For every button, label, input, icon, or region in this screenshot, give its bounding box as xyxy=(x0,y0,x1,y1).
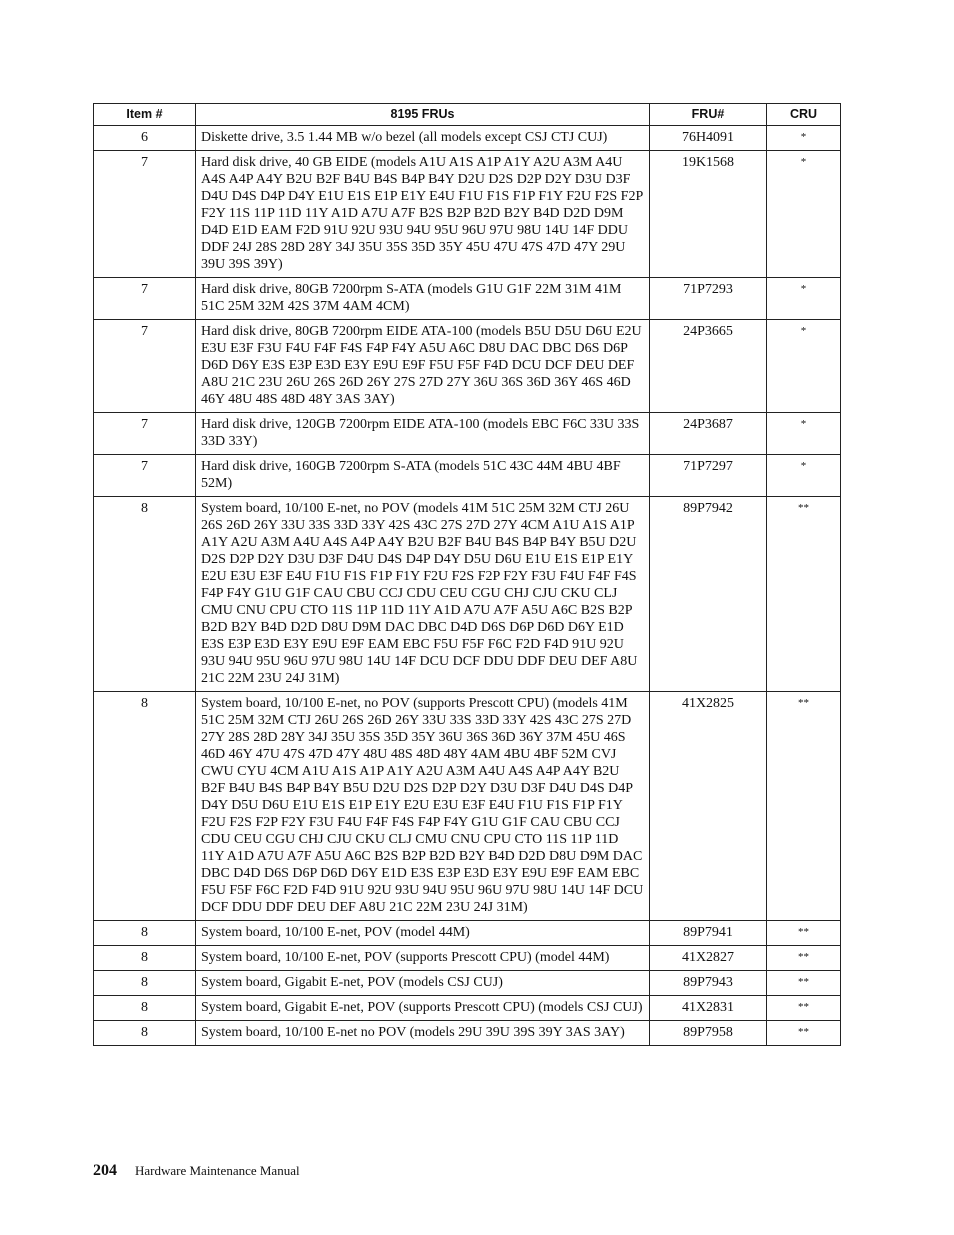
fru-number-cell: 76H4091 xyxy=(650,126,767,151)
fru-number-cell: 19K1568 xyxy=(650,151,767,278)
description-cell: System board, Gigabit E-net, POV (models CSJ CUJ) xyxy=(196,971,650,996)
table-row xyxy=(94,946,841,971)
cru-cell: ** xyxy=(767,996,841,1021)
fru-number-cell: 41X2825 xyxy=(650,692,767,921)
fru-number-cell: 89P7943 xyxy=(650,971,767,996)
description-cell: System board, 10/100 E-net, POV (model 44M) xyxy=(196,921,650,946)
item-number-cell: 8 xyxy=(94,996,196,1021)
item-number-cell: 7 xyxy=(94,278,196,320)
description-cell: System board, 10/100 E-net no POV (models 29U 39U 39S 39Y 3AS 3AY) xyxy=(196,1021,650,1046)
item-number-cell: 7 xyxy=(94,455,196,497)
fru-number-cell: 24P3687 xyxy=(650,413,767,455)
fru-number-cell: 24P3665 xyxy=(650,320,767,413)
item-number-cell: 6 xyxy=(94,126,196,151)
item-number-cell: 7 xyxy=(94,151,196,278)
cru-cell: ** xyxy=(767,946,841,971)
table-row xyxy=(94,1021,841,1046)
description-cell: System board, 10/100 E-net, no POV (models 41M 51C 25M 32M CTJ 26U 26S 26D 26Y 33U 33S 33D 33Y 42S 43C 27S 27D 27Y 4CM A1U A1S A1P A1Y A2U A3M A4U A4S A4P A4Y B2U B2F B4U B4S B4P B4Y B5U D2U D2S D2P D2Y D3U D3F D4U D4S D4P D4Y D5U D6U E1U E1S E1P E1Y E2U E3U E3F E4U F1U F1S F1P F1Y F2U F2S F2P F2Y F3U F4U F4F F4S F4P F4Y G1U G1F CAU CBU CCJ CDU CEU CGU CHJ CJU CKU CLJ CMU CNU CPU CTO 11S 11P 11D 11Y A1D A7U A7F A5U A6C B2S B2P B2D B2Y B4D D2D D8U D9M DAC DBC D4D D6S D6P D6D D6Y E1D E3S E3P E3D E3Y E9U E9F EAM EBC F5U F5F F6C F2D F4D 91U 92U 93U 94U 95U 96U 97U 98U 14U 14F DCU DCF DDU DDF DEU DEF A8U 21C 22M 23U 24J 31M) xyxy=(196,497,650,692)
description-cell: System board, 10/100 E-net, POV (supports Prescott CPU) (model 44M) xyxy=(196,946,650,971)
cru-cell: ** xyxy=(767,921,841,946)
description-cell: Hard disk drive, 120GB 7200rpm EIDE ATA-100 (models EBC F6C 33U 33S 33D 33Y) xyxy=(196,413,650,455)
cru-cell: ** xyxy=(767,692,841,921)
table-row xyxy=(94,413,841,455)
description-cell: Hard disk drive, 40 GB EIDE (models A1U A1S A1P A1Y A2U A3M A4U A4S A4P A4Y B2U B2F B4U B4S B4P B4Y D2U D2S D2P D2Y D3U D3F D4U D4S D4P D4Y E1U E1S E1P E1Y E4U F1U F1S F1P F1Y F2U F2S F2P F2Y 11S 11P 11D 11Y A1D A7U A7F B2S B2P B2D B2Y B4D D2D D9M D4D E1D EAM F2D 91U 92U 93U 94U 95U 96U 97U 98U 14U 14F DDU DDF 24J 28S 28D 28Y 34J 35U 35S 35D 35Y 45U 47U 47S 47D 47Y 29U 39U 39S 39Y) xyxy=(196,151,650,278)
header-cru: CRU xyxy=(767,104,841,126)
table-row xyxy=(94,126,841,151)
item-number-cell: 8 xyxy=(94,497,196,692)
header-item-number: Item # xyxy=(94,104,196,126)
fru-number-cell: 41X2831 xyxy=(650,996,767,1021)
cru-cell: * xyxy=(767,455,841,497)
table-row xyxy=(94,320,841,413)
table-row xyxy=(94,497,841,692)
table-row xyxy=(94,151,841,278)
cru-cell: * xyxy=(767,320,841,413)
page-footer xyxy=(93,1162,300,1180)
item-number-cell: 7 xyxy=(94,413,196,455)
page-number: 204 xyxy=(93,1162,117,1179)
fru-number-cell: 71P7293 xyxy=(650,278,767,320)
item-number-cell: 8 xyxy=(94,921,196,946)
description-cell: Hard disk drive, 80GB 7200rpm S-ATA (models G1U G1F 22M 31M 41M 51C 25M 32M 42S 37M 4AM 4CM) xyxy=(196,278,650,320)
fru-number-cell: 89P7942 xyxy=(650,497,767,692)
item-number-cell: 8 xyxy=(94,692,196,921)
description-cell: System board, Gigabit E-net, POV (supports Prescott CPU) (models CSJ CUJ) xyxy=(196,996,650,1021)
description-cell: System board, 10/100 E-net, no POV (supports Prescott CPU) (models 41M 51C 25M 32M CTJ 26U 26S 26D 26Y 33U 33S 33D 33Y 42S 43C 27S 27D 27Y 28S 28D 28Y 34J 35U 35S 35D 35Y 36U 36S 36D 36Y 37M 45U 46S 46D 46Y 47U 47S 47D 47Y 48U 48S 48D 48Y 4AM 4BU 4BF 52M CVJ CWU CYU 4CM A1U A1S A1P A1Y A2U A3M A4U A4S A4P A4Y B2U B2F B4U B4S B4P B4Y B5U D2U D2S D2P D2Y D3U D3F D4U D4S D4P D4Y D5U D6U E1U E1S E1P E1Y E2U E3U E3F E4U F1U F1S F1P F1Y F2U F2S F2P F2Y F3U F4U F4F F4S F4P F4Y G1U G1F CAU CBU CCJ CDU CEU CGU CHJ CJU CKU CLJ CMU CNU CPU CTO 11S 11P 11D 11Y A1D A7U A7F A5U A6C B2S B2P B2D B2Y B4D D2D D8U D9M DAC DBC D4D D6S D6P D6D D6Y E1D E3S E3P E3D E3Y E9U E9F EAM EBC F5U F5F F6C F2D F4D 91U 92U 93U 94U 95U 96U 97U 98U 14U 14F DCU DCF DDU DDF DEU DEF A8U 21C 22M 23U 24J 31M) xyxy=(196,692,650,921)
table-header-row xyxy=(94,104,841,126)
fru-number-cell: 71P7297 xyxy=(650,455,767,497)
description-cell: Hard disk drive, 160GB 7200rpm S-ATA (models 51C 43C 44M 4BU 4BF 52M) xyxy=(196,455,650,497)
description-cell: Hard disk drive, 80GB 7200rpm EIDE ATA-100 (models B5U D5U D6U E2U E3U E3F F3U F4U F4F F4S F4P F4Y A5U A6C D8U DAC DBC D6S D6P D6D D6Y E3S E3P E3D E3Y E9U E9F F5U F5F F4D DCU DCF DEU DEF A8U 21C 23U 26U 26S 26D 26Y 27S 27D 27Y 36U 36S 36D 36Y 46S 46D 46Y 48U 48S 48D 48Y 3AS 3AY) xyxy=(196,320,650,413)
cru-cell: * xyxy=(767,413,841,455)
item-number-cell: 8 xyxy=(94,946,196,971)
item-number-cell: 8 xyxy=(94,971,196,996)
cru-cell: ** xyxy=(767,1021,841,1046)
table-row xyxy=(94,692,841,921)
description-cell: Diskette drive, 3.5 1.44 MB w/o bezel (all models except CSJ CTJ CUJ) xyxy=(196,126,650,151)
fru-table xyxy=(93,103,841,1046)
fru-number-cell: 41X2827 xyxy=(650,946,767,971)
table-row xyxy=(94,971,841,996)
cru-cell: ** xyxy=(767,497,841,692)
fru-number-cell: 89P7941 xyxy=(650,921,767,946)
header-fru-number: FRU# xyxy=(650,104,767,126)
header-frus: 8195 FRUs xyxy=(196,104,650,126)
cru-cell: * xyxy=(767,151,841,278)
table-row xyxy=(94,455,841,497)
cru-cell: * xyxy=(767,126,841,151)
item-number-cell: 7 xyxy=(94,320,196,413)
table-row xyxy=(94,921,841,946)
table-row xyxy=(94,278,841,320)
fru-number-cell: 89P7958 xyxy=(650,1021,767,1046)
manual-title: Hardware Maintenance Manual xyxy=(135,1163,300,1178)
cru-cell: * xyxy=(767,278,841,320)
table-row xyxy=(94,996,841,1021)
cru-cell: ** xyxy=(767,971,841,996)
item-number-cell: 8 xyxy=(94,1021,196,1046)
